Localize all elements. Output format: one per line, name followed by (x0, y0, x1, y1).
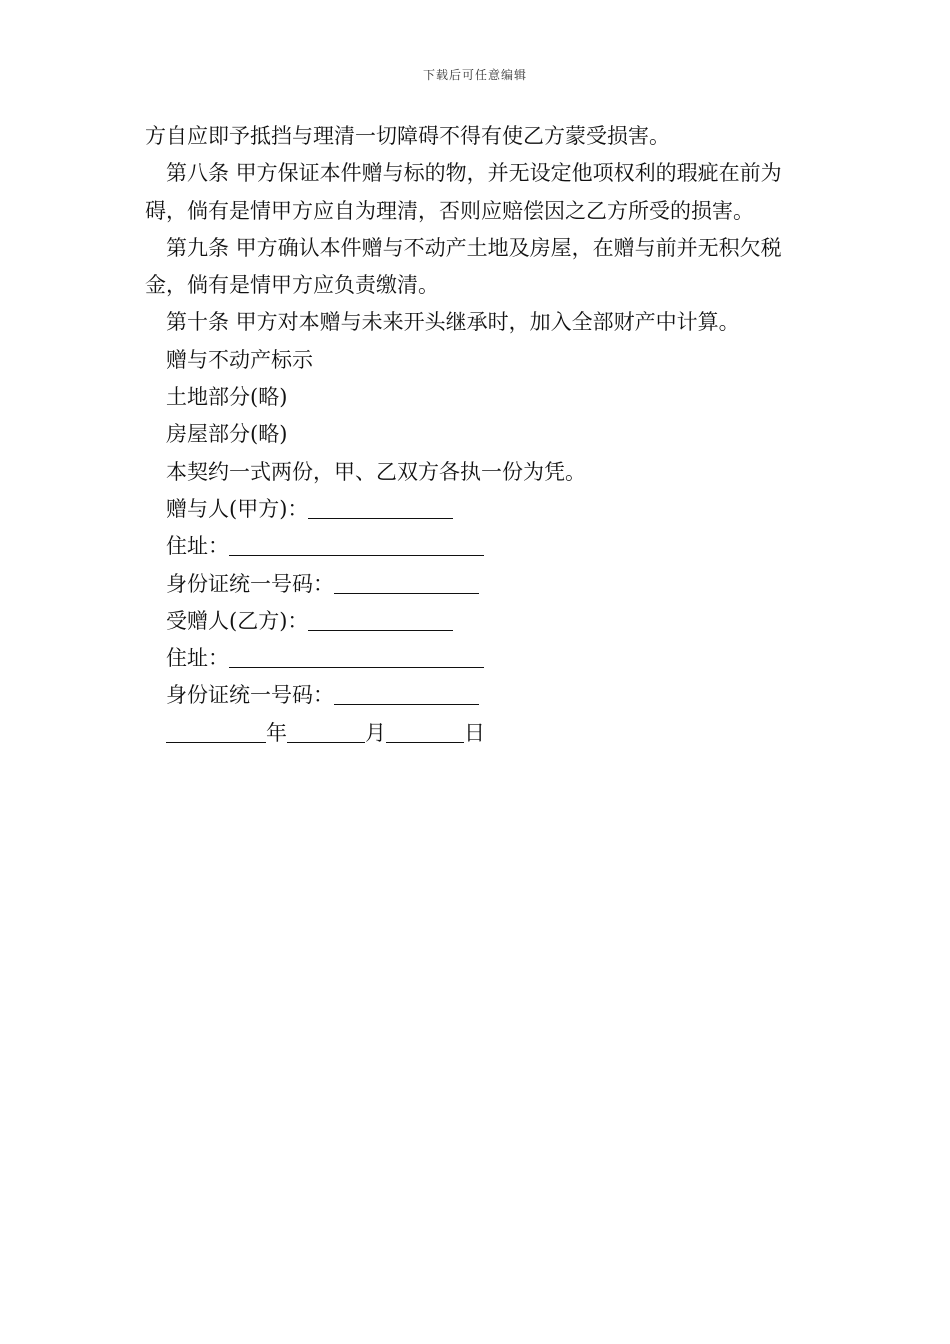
donor-label: 赠与人(甲方)： (166, 496, 309, 521)
donee-blank[interactable] (308, 608, 453, 631)
donee-address-line (145, 640, 810, 677)
donor-id-blank[interactable] (334, 571, 479, 594)
donee-id-label: 身份证统一号码： (166, 683, 334, 708)
month-blank[interactable] (287, 720, 365, 743)
year-blank[interactable] (166, 720, 266, 743)
article-nine: 第九条 甲方确认本件赠与不动产土地及房屋，在赠与前并无积欠税金，倘有是情甲方应负责缴清。 (145, 235, 782, 298)
month-label: 月 (365, 720, 386, 745)
donor-address-label: 住址： (166, 534, 229, 559)
day-label: 日 (464, 720, 485, 745)
donee-address-blank[interactable] (229, 645, 484, 668)
date-line (145, 715, 810, 752)
article-eight: 第八条 甲方保证本件赠与标的物，并无设定他项权利的瑕疵在前为碍，倘有是情甲方应自为理清，否则应赔偿因之乙方所受的损害。 (145, 161, 782, 223)
donee-address-label: 住址： (166, 646, 229, 671)
land-section: 土地部分(略) (166, 385, 288, 410)
donor-line (145, 491, 810, 528)
donee-line (145, 603, 810, 640)
year-label: 年 (266, 720, 287, 745)
donor-id-line (145, 566, 810, 603)
document-body (145, 118, 810, 752)
donor-address-line (145, 528, 810, 565)
donee-label: 受赠人(乙方)： (166, 608, 309, 633)
paragraph-continuation: 方自应即予抵挡与理清一切障碍不得有使乙方蒙受损害。 (145, 124, 670, 148)
donee-id-blank[interactable] (334, 682, 479, 705)
property-heading: 赠与不动产标示 (166, 347, 313, 372)
copies-statement: 本契约一式两份，甲、乙双方各执一份为凭。 (166, 459, 586, 484)
donor-id-label: 身份证统一号码： (166, 571, 334, 596)
house-section: 房屋部分(略) (166, 422, 288, 447)
donor-blank[interactable] (308, 496, 453, 519)
donor-address-blank[interactable] (229, 533, 484, 556)
donee-id-line (145, 677, 810, 714)
article-ten: 第十条 甲方对本赠与未来开头继承时，加入全部财产中计算。 (166, 310, 740, 335)
day-blank[interactable] (386, 720, 464, 743)
page-header: 下载后可任意编辑 (422, 68, 527, 82)
